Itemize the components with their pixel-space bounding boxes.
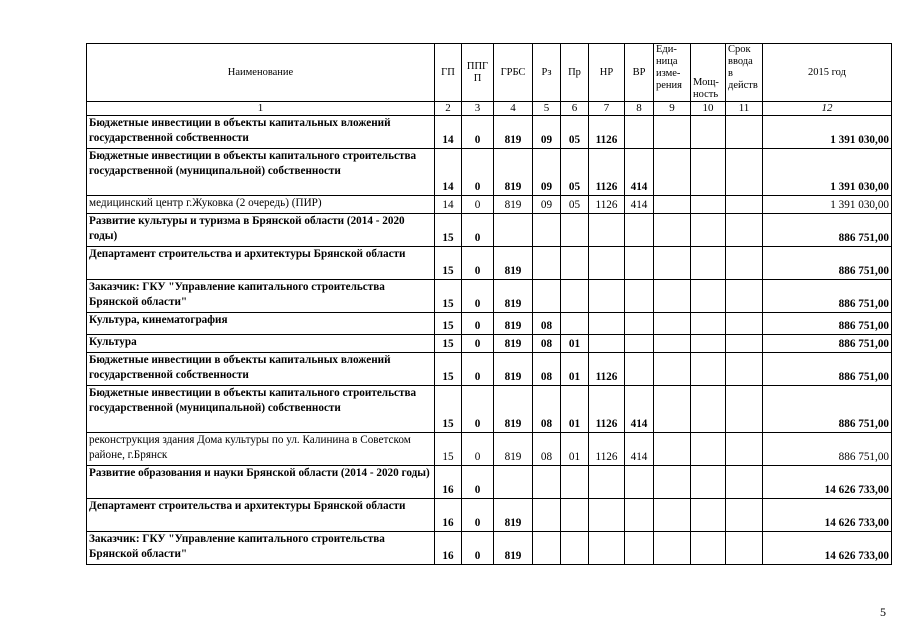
column-number: 2 <box>435 102 462 116</box>
row-amount: 886 751,00 <box>763 247 892 280</box>
row-ppgp: 0 <box>462 335 494 353</box>
row-ppgp: 0 <box>462 214 494 247</box>
row-name: медицинский центр г.Жуковка (2 очередь) (ПИР) <box>87 196 435 214</box>
row-grbs: 819 <box>494 386 533 433</box>
column-number: 10 <box>691 102 726 116</box>
row-power <box>691 116 726 149</box>
table-row <box>87 353 892 386</box>
row-amount: 886 751,00 <box>763 433 892 466</box>
row-name: Бюджетные инвестиции в объекты капитальных вложений государственной собственности <box>87 116 435 149</box>
row-pr: 05 <box>561 116 589 149</box>
row-gp: 15 <box>435 214 462 247</box>
row-rz <box>533 466 561 499</box>
row-term <box>726 466 763 499</box>
row-rz: 08 <box>533 353 561 386</box>
row-nr <box>589 532 625 565</box>
row-amount: 886 751,00 <box>763 313 892 335</box>
column-number: 1 <box>87 102 435 116</box>
row-amount: 1 391 030,00 <box>763 149 892 196</box>
row-gp: 16 <box>435 532 462 565</box>
row-amount: 886 751,00 <box>763 386 892 433</box>
row-pr <box>561 466 589 499</box>
row-pr <box>561 532 589 565</box>
row-power <box>691 196 726 214</box>
row-grbs: 819 <box>494 335 533 353</box>
row-pr <box>561 214 589 247</box>
table-row <box>87 149 892 196</box>
table-row <box>87 196 892 214</box>
header-grbs: ГРБС <box>494 44 533 102</box>
row-gp: 16 <box>435 499 462 532</box>
column-number: 12 <box>763 102 892 116</box>
header-name: Наименование <box>87 44 435 102</box>
row-vr <box>625 116 654 149</box>
page-number: 5 <box>880 605 886 619</box>
row-pr: 05 <box>561 196 589 214</box>
row-pr: 01 <box>561 335 589 353</box>
header-gp: ГП <box>435 44 462 102</box>
row-grbs: 819 <box>494 116 533 149</box>
row-ppgp: 0 <box>462 499 494 532</box>
row-pr: 01 <box>561 433 589 466</box>
row-gp: 16 <box>435 466 462 499</box>
row-term <box>726 149 763 196</box>
column-number: 6 <box>561 102 589 116</box>
row-pr: 01 <box>561 386 589 433</box>
row-amount: 886 751,00 <box>763 280 892 313</box>
row-power <box>691 386 726 433</box>
row-gp: 15 <box>435 313 462 335</box>
row-rz: 08 <box>533 386 561 433</box>
row-power <box>691 532 726 565</box>
column-number: 11 <box>726 102 763 116</box>
row-nr: 1126 <box>589 149 625 196</box>
row-gp: 14 <box>435 149 462 196</box>
row-name: Заказчик: ГКУ "Управление капитального строительства Брянской области" <box>87 532 435 565</box>
row-name: Бюджетные инвестиции в объекты капитальных вложений государственной собственности <box>87 353 435 386</box>
row-grbs: 819 <box>494 499 533 532</box>
row-power <box>691 247 726 280</box>
column-number: 8 <box>625 102 654 116</box>
row-pr: 05 <box>561 149 589 196</box>
row-unit <box>654 335 691 353</box>
row-rz <box>533 214 561 247</box>
header-year: 2015 год <box>763 44 892 102</box>
header-term: Срок ввода в действ <box>726 44 763 102</box>
row-unit <box>654 280 691 313</box>
row-unit <box>654 196 691 214</box>
row-name: реконструкция здания Дома культуры по ул. Калинина в Советском районе, г.Брянск <box>87 433 435 466</box>
row-gp: 15 <box>435 386 462 433</box>
row-vr: 414 <box>625 149 654 196</box>
row-grbs: 819 <box>494 353 533 386</box>
row-nr: 1126 <box>589 196 625 214</box>
table-row <box>87 247 892 280</box>
row-rz: 09 <box>533 149 561 196</box>
row-amount: 1 391 030,00 <box>763 196 892 214</box>
row-term <box>726 386 763 433</box>
column-number: 9 <box>654 102 691 116</box>
row-term <box>726 214 763 247</box>
table-row <box>87 214 892 247</box>
header-rz: Рз <box>533 44 561 102</box>
row-grbs <box>494 214 533 247</box>
row-ppgp: 0 <box>462 433 494 466</box>
table-row <box>87 280 892 313</box>
row-pr <box>561 280 589 313</box>
row-vr <box>625 466 654 499</box>
row-power <box>691 353 726 386</box>
row-name: Заказчик: ГКУ "Управление капитального строительства Брянской области" <box>87 280 435 313</box>
row-grbs: 819 <box>494 149 533 196</box>
row-name: Культура <box>87 335 435 353</box>
table-row <box>87 313 892 335</box>
column-number-row <box>87 102 892 116</box>
header-pr: Пр <box>561 44 589 102</box>
row-nr <box>589 499 625 532</box>
row-ppgp: 0 <box>462 280 494 313</box>
header-nr: НР <box>589 44 625 102</box>
row-ppgp: 0 <box>462 532 494 565</box>
row-unit <box>654 116 691 149</box>
row-ppgp: 0 <box>462 466 494 499</box>
header-row <box>87 44 892 102</box>
row-unit <box>654 386 691 433</box>
table-row <box>87 466 892 499</box>
row-ppgp: 0 <box>462 196 494 214</box>
header-unit: Еди- ница изме- рения <box>654 44 691 102</box>
row-grbs: 819 <box>494 532 533 565</box>
row-term <box>726 313 763 335</box>
row-power <box>691 214 726 247</box>
row-grbs: 819 <box>494 280 533 313</box>
row-ppgp: 0 <box>462 116 494 149</box>
budget-table <box>86 43 892 565</box>
row-name: Департамент строительства и архитектуры Брянской области <box>87 499 435 532</box>
row-ppgp: 0 <box>462 149 494 196</box>
row-nr: 1126 <box>589 353 625 386</box>
row-rz: 09 <box>533 196 561 214</box>
row-vr <box>625 280 654 313</box>
row-gp: 14 <box>435 116 462 149</box>
table-row <box>87 532 892 565</box>
row-unit <box>654 433 691 466</box>
row-amount: 1 391 030,00 <box>763 116 892 149</box>
column-number: 3 <box>462 102 494 116</box>
row-term <box>726 335 763 353</box>
row-power <box>691 280 726 313</box>
row-amount: 14 626 733,00 <box>763 499 892 532</box>
table-row <box>87 499 892 532</box>
row-gp: 15 <box>435 280 462 313</box>
table-row <box>87 335 892 353</box>
row-name: Бюджетные инвестиции в объекты капитального строительства государственной (муниципальной) собственности <box>87 386 435 433</box>
row-nr <box>589 247 625 280</box>
row-grbs <box>494 466 533 499</box>
row-vr <box>625 353 654 386</box>
row-rz: 08 <box>533 335 561 353</box>
row-gp: 14 <box>435 196 462 214</box>
row-grbs: 819 <box>494 433 533 466</box>
row-power <box>691 466 726 499</box>
table-row <box>87 116 892 149</box>
row-vr <box>625 499 654 532</box>
row-grbs: 819 <box>494 313 533 335</box>
row-power <box>691 313 726 335</box>
column-number: 7 <box>589 102 625 116</box>
row-ppgp: 0 <box>462 247 494 280</box>
row-gp: 15 <box>435 433 462 466</box>
row-pr <box>561 313 589 335</box>
row-term <box>726 499 763 532</box>
row-term <box>726 247 763 280</box>
header-power: Мощ- ность <box>691 44 726 102</box>
row-grbs: 819 <box>494 196 533 214</box>
row-nr <box>589 335 625 353</box>
row-rz: 09 <box>533 116 561 149</box>
row-amount: 14 626 733,00 <box>763 466 892 499</box>
row-gp: 15 <box>435 353 462 386</box>
row-nr <box>589 466 625 499</box>
row-nr: 1126 <box>589 116 625 149</box>
row-nr: 1126 <box>589 386 625 433</box>
row-vr: 414 <box>625 386 654 433</box>
row-unit <box>654 499 691 532</box>
table-row <box>87 433 892 466</box>
row-term <box>726 353 763 386</box>
row-amount: 886 751,00 <box>763 335 892 353</box>
row-rz: 08 <box>533 313 561 335</box>
row-power <box>691 149 726 196</box>
row-pr <box>561 499 589 532</box>
row-grbs: 819 <box>494 247 533 280</box>
row-name: Департамент строительства и архитектуры Брянской области <box>87 247 435 280</box>
row-name: Развитие культуры и туризма в Брянской области (2014 - 2020 годы) <box>87 214 435 247</box>
row-vr <box>625 247 654 280</box>
row-unit <box>654 214 691 247</box>
row-term <box>726 280 763 313</box>
row-name: Развитие образования и науки Брянской области (2014 - 2020 годы) <box>87 466 435 499</box>
row-nr <box>589 313 625 335</box>
row-unit <box>654 466 691 499</box>
row-rz <box>533 532 561 565</box>
row-amount: 14 626 733,00 <box>763 532 892 565</box>
row-unit <box>654 149 691 196</box>
row-unit <box>654 532 691 565</box>
row-ppgp: 0 <box>462 313 494 335</box>
row-power <box>691 433 726 466</box>
row-amount: 886 751,00 <box>763 353 892 386</box>
row-power <box>691 335 726 353</box>
row-gp: 15 <box>435 335 462 353</box>
row-nr <box>589 214 625 247</box>
header-vr: ВР <box>625 44 654 102</box>
row-rz <box>533 247 561 280</box>
table-row <box>87 386 892 433</box>
row-ppgp: 0 <box>462 353 494 386</box>
row-term <box>726 196 763 214</box>
row-term <box>726 532 763 565</box>
row-nr <box>589 280 625 313</box>
row-term <box>726 433 763 466</box>
row-ppgp: 0 <box>462 386 494 433</box>
row-vr: 414 <box>625 196 654 214</box>
row-rz <box>533 499 561 532</box>
row-vr <box>625 214 654 247</box>
row-gp: 15 <box>435 247 462 280</box>
row-rz: 08 <box>533 433 561 466</box>
row-unit <box>654 313 691 335</box>
column-number: 4 <box>494 102 533 116</box>
row-pr <box>561 247 589 280</box>
row-power <box>691 499 726 532</box>
row-pr: 01 <box>561 353 589 386</box>
row-name: Культура, кинематография <box>87 313 435 335</box>
row-term <box>726 116 763 149</box>
row-vr <box>625 532 654 565</box>
row-vr: 414 <box>625 433 654 466</box>
row-name: Бюджетные инвестиции в объекты капитального строительства государственной (муниципальной) собственности <box>87 149 435 196</box>
row-nr: 1126 <box>589 433 625 466</box>
row-unit <box>654 353 691 386</box>
row-rz <box>533 280 561 313</box>
row-amount: 886 751,00 <box>763 214 892 247</box>
column-number: 5 <box>533 102 561 116</box>
header-ppgp: ППГ П <box>462 44 494 102</box>
row-vr <box>625 335 654 353</box>
row-unit <box>654 247 691 280</box>
row-vr <box>625 313 654 335</box>
